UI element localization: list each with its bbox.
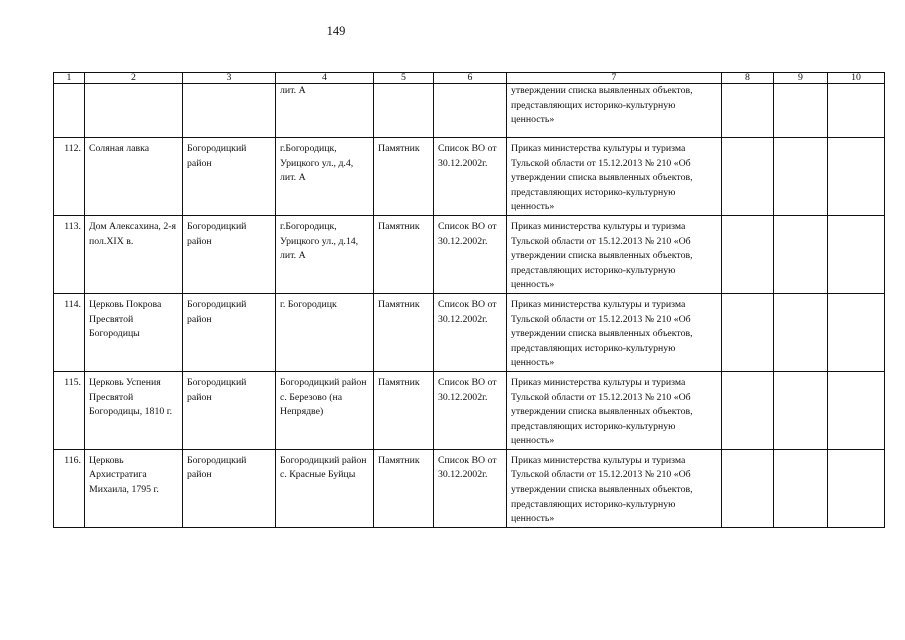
list-cell: Список ВО от 30.12.2002г. bbox=[434, 215, 507, 293]
address-cell: лит. А bbox=[276, 84, 374, 138]
list-cell: Список ВО от 30.12.2002г. bbox=[434, 293, 507, 371]
number-cell: 115. bbox=[54, 371, 85, 449]
address-cell: Богородицкий район с. Березово (на Непрядве) bbox=[276, 371, 374, 449]
list-cell: Список ВО от 30.12.2002г. bbox=[434, 371, 507, 449]
name-cell: Дом Алексахина, 2-я пол.XIX в. bbox=[85, 215, 183, 293]
table-row bbox=[54, 371, 885, 449]
list-cell: Список ВО от 30.12.2002г. bbox=[434, 449, 507, 527]
district-cell: Богородицкий район bbox=[183, 449, 276, 527]
table-row bbox=[54, 293, 885, 371]
table-row-continuation bbox=[54, 84, 885, 138]
number-cell: 112. bbox=[54, 138, 85, 216]
table-row bbox=[54, 215, 885, 293]
document-cell: Приказ министерства культуры и туризма Тульской области от 15.12.2013 № 210 «Об утверждении списка выявленных объектов, представляющих историко-культурную ценность» bbox=[507, 371, 722, 449]
page-number: 149 bbox=[326, 24, 346, 38]
column-header: 8 bbox=[722, 73, 774, 84]
table-row bbox=[54, 138, 885, 216]
type-cell: Памятник bbox=[374, 215, 434, 293]
district-cell: Богородицкий район bbox=[183, 371, 276, 449]
column-header: 9 bbox=[774, 73, 828, 84]
name-cell: Церковь Архистратига Михаила, 1795 г. bbox=[85, 449, 183, 527]
address-cell: г. Богородицк bbox=[276, 293, 374, 371]
number-cell: 113. bbox=[54, 215, 85, 293]
document-cell: утверждении списка выявленных объектов, представляющих историко-культурную ценность» bbox=[507, 84, 722, 138]
name-cell: Церковь Успения Пресвятой Богородицы, 1810 г. bbox=[85, 371, 183, 449]
name-cell: Соляная лавка bbox=[85, 138, 183, 216]
name-cell: Церковь Покрова Пресвятой Богородицы bbox=[85, 293, 183, 371]
column-header: 2 bbox=[85, 73, 183, 84]
column-header: 6 bbox=[434, 73, 507, 84]
heritage-objects-table bbox=[53, 72, 885, 528]
district-cell: Богородицкий район bbox=[183, 215, 276, 293]
type-cell: Памятник bbox=[374, 138, 434, 216]
type-cell: Памятник bbox=[374, 293, 434, 371]
number-cell: 116. bbox=[54, 449, 85, 527]
address-cell: г.Богородицк, Урицкого ул., д.14, лит. А bbox=[276, 215, 374, 293]
column-header: 1 bbox=[54, 73, 85, 84]
type-cell: Памятник bbox=[374, 449, 434, 527]
list-cell: Список ВО от 30.12.2002г. bbox=[434, 138, 507, 216]
district-cell: Богородицкий район bbox=[183, 138, 276, 216]
number-cell: 114. bbox=[54, 293, 85, 371]
district-cell: Богородицкий район bbox=[183, 293, 276, 371]
column-header: 3 bbox=[183, 73, 276, 84]
document-cell: Приказ министерства культуры и туризма Тульской области от 15.12.2013 № 210 «Об утверждении списка выявленных объектов, представляющих историко-культурную ценность» bbox=[507, 138, 722, 216]
table-row bbox=[54, 449, 885, 527]
column-header: 4 bbox=[276, 73, 374, 84]
column-header: 7 bbox=[507, 73, 722, 84]
type-cell: Памятник bbox=[374, 371, 434, 449]
document-cell: Приказ министерства культуры и туризма Тульской области от 15.12.2013 № 210 «Об утверждении списка выявленных объектов, представляющих историко-культурную ценность» bbox=[507, 449, 722, 527]
column-header: 10 bbox=[828, 73, 885, 84]
header-row bbox=[54, 73, 885, 84]
document-cell: Приказ министерства культуры и туризма Тульской области от 15.12.2013 № 210 «Об утверждении списка выявленных объектов, представляющих историко-культурную ценность» bbox=[507, 293, 722, 371]
address-cell: Богородицкий район с. Красные Буйцы bbox=[276, 449, 374, 527]
document-cell: Приказ министерства культуры и туризма Тульской области от 15.12.2013 № 210 «Об утверждении списка выявленных объектов, представляющих историко-культурную ценность» bbox=[507, 215, 722, 293]
address-cell: г.Богородицк, Урицкого ул., д.4, лит. А bbox=[276, 138, 374, 216]
column-header: 5 bbox=[374, 73, 434, 84]
